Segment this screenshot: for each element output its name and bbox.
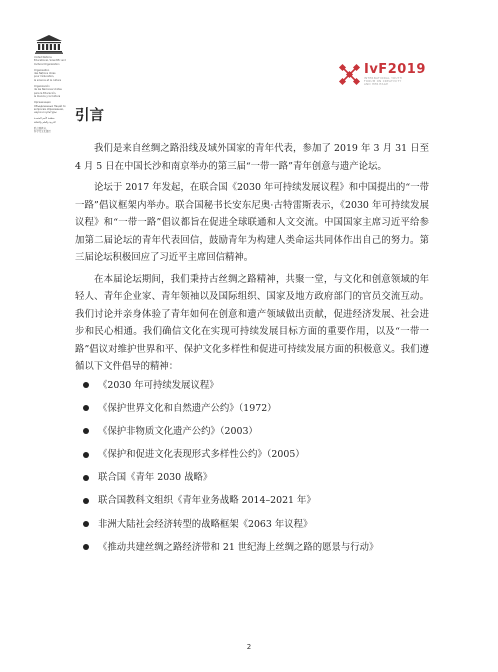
ivf-subtitle-line: FORUM ON CREATIVITY [364, 80, 402, 84]
unesco-line: Organisation [34, 68, 50, 72]
list-item-text: 联合国教科文组织《青年业务战略 2014–2021 年》 [98, 495, 316, 507]
unesco-line: 联合国教育、 [34, 127, 49, 131]
bullet-icon [83, 452, 89, 458]
list-item-text: 非洲大陆社会经济转型的战略框架《2063 年议程》 [98, 518, 313, 530]
document-body [75, 140, 429, 565]
paragraph-forum-activities: 在本届论坛期间，我们秉持古丝绸之路精神，共聚一堂，与文化和创意领域的年轻人、青年企业家、青年领袖以及国际组织、国家及地方政府部门的官员交流互动。我们讨论并亲身体验了青年如何在创意和遗产领域做出贡献，促进经济发展、社会进步和民心相通。我们确信文化在实现可持续发展目标方面的重要作用，以及“一带一路”倡议对维护世界和平、保护文化多样性和促进可持续发展方面的积极意义。我们遵循以下文件倡导的精神： [75, 273, 429, 372]
unesco-line: للتربية والعلم والثقافة [34, 120, 56, 124]
list-item [75, 449, 429, 460]
list-item [75, 495, 429, 506]
ivf-subtitle [364, 77, 428, 86]
list-item [75, 426, 429, 437]
unesco-line: para la Educación, [34, 91, 57, 95]
list-item-text: 《保护世界文化和自然遗产公约》（1972） [98, 402, 277, 414]
unesco-line: la science et la culture [34, 78, 62, 82]
unesco-line: Organización [34, 85, 50, 89]
unesco-line: Организация [34, 101, 51, 105]
unesco-line: Объединенных Наций по [34, 104, 66, 108]
unesco-line: 科学及文化组织 [34, 130, 51, 134]
list-item [75, 380, 429, 391]
paragraph-intro: 我们是来自丝绸之路沿线及域外国家的青年代表，参加了 2019 年 3 月 31 日至 4 月 5 日在中国长沙和南京举办的第三届“一带一路”青年创意与遗产论坛。 [75, 143, 429, 172]
list-item [75, 403, 429, 414]
bullet-icon [83, 428, 89, 434]
unesco-line: вопросам образования, [34, 107, 64, 111]
list-item [75, 519, 429, 530]
bullet-icon [83, 521, 89, 527]
list-item-text: 《推动共建丝绸之路经济带和 21 世纪海上丝绸之路的愿景与行动》 [98, 541, 379, 553]
unesco-line: Cultural Organization [34, 62, 60, 66]
unesco-temple-icon [34, 34, 64, 54]
ivf-subtitle-line: AND HERITAGE [364, 83, 389, 87]
ivf-logo [338, 62, 428, 90]
bullet-icon [83, 405, 89, 411]
ivf-knot-icon [338, 62, 362, 88]
ivf-subtitle-line: INTERNATIONAL YOUTH [364, 77, 403, 80]
unesco-line: de las Naciones Unidas [34, 88, 62, 92]
list-item-text: 《保护和促进文化表现形式多样性公约》（2005） [98, 449, 305, 461]
bullet-icon [83, 382, 89, 388]
unesco-line: United Nations [34, 56, 52, 59]
bullet-icon [83, 498, 89, 504]
ivf-title: IvF2019 [364, 62, 426, 77]
unesco-line: pour l'éducation, [34, 75, 55, 79]
list-item-text: 联合国《青年 2030 战略》 [98, 472, 213, 484]
unesco-line: des Nations Unies [34, 72, 56, 76]
unesco-logo-block [34, 34, 68, 134]
list-item-text: 《2030 年可持续发展议程》 [98, 379, 219, 391]
unesco-line: науки и культуры [34, 111, 57, 115]
paragraph-forum-origin: 论坛于 2017 年发起，在联合国《2030 年可持续发展议程》和中国提出的“一带一路”倡议框架内举办。联合国秘书长安东尼奥·古特雷斯表示，《2030 年可持续发展议程》和“一带一路”倡议都旨在促进全球联通和人文交流。中国国家主席习近平给参加第二届论坛的青年代表回信，鼓励青年为构建人类命运共同体作出自己的努力。第三届论坛积极回应了习近平主席回信精神。 [75, 182, 429, 263]
list-item [75, 542, 429, 553]
bullet-icon [83, 544, 89, 550]
list-item [75, 472, 429, 483]
bullet-icon [83, 475, 89, 481]
section-heading: 引言 [75, 108, 104, 124]
page-number: 2 [246, 643, 252, 651]
unesco-line: la Ciencia y la Cultura [34, 94, 61, 98]
unesco-name-lines [34, 56, 68, 134]
list-item-text: 《保护非物质文化遗产公约》（2003） [98, 425, 258, 437]
unesco-line: Educational, Scientific and [34, 59, 66, 63]
document-list [75, 380, 429, 553]
unesco-line: منظمة الأمم المتحدة [34, 117, 55, 121]
